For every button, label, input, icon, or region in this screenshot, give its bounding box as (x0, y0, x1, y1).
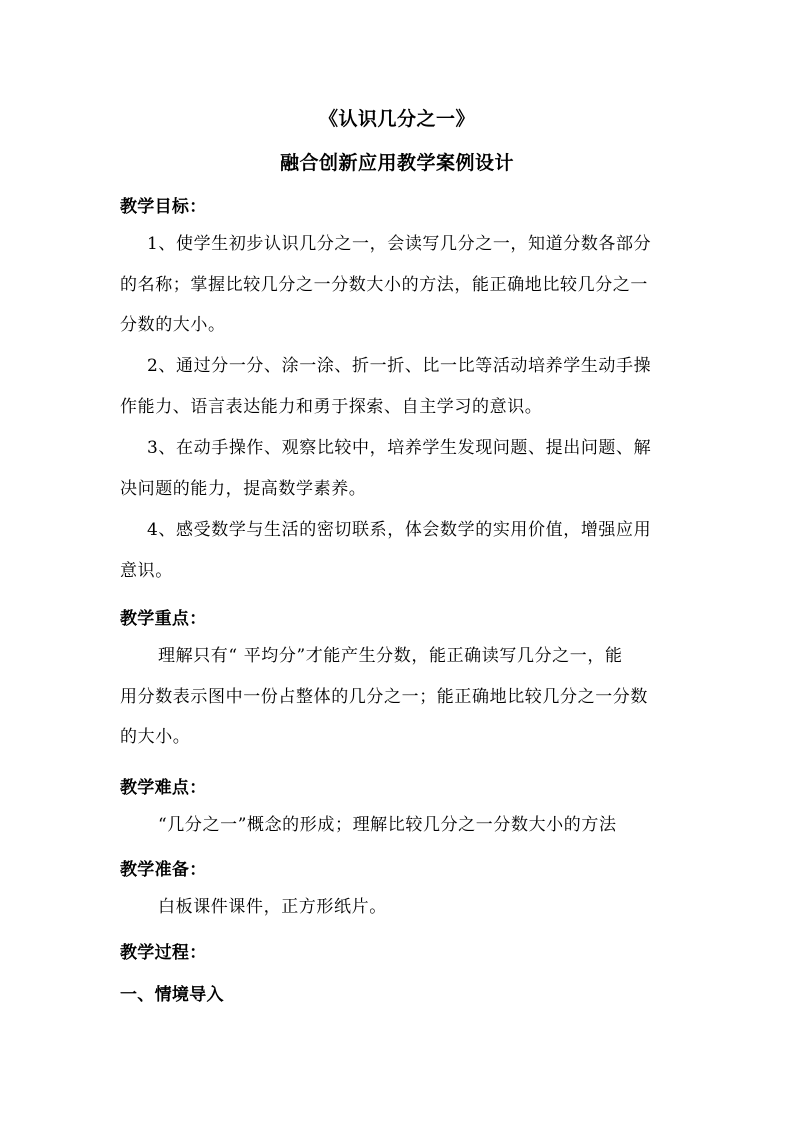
paragraph-line: 4、感受数学与生活的密切联系，体会数学的实用价值，增强应用 (147, 520, 652, 540)
section-heading-1: 一、情境导入 (120, 985, 224, 1005)
process-heading: 教学过程： (120, 943, 207, 963)
paragraph-line: 决问题的能力，提高数学素养。 (120, 478, 367, 499)
paragraph-line: 意识。 (120, 560, 173, 581)
paragraph-line: 的名称；掌握比较几分之一分数大小的方法，能正确地比较几分之一 (120, 274, 648, 295)
paragraph-line: 白板课件课件，正方形纸片。 (158, 897, 387, 917)
objective-item-2 (120, 346, 680, 427)
paragraph-line: 分数的大小。 (120, 315, 226, 335)
preparation-paragraph (120, 887, 680, 928)
objective-item-1 (120, 224, 680, 346)
paragraph-line: 的大小。 (120, 727, 191, 747)
objective-item-4 (120, 510, 680, 591)
paragraph-line: 理解只有“ 平均分”才能产生分数，能正确读写几分之一，能 (158, 646, 623, 666)
objective-item-3 (120, 428, 680, 509)
preparation-heading: 教学准备： (120, 860, 207, 880)
paragraph-line: “几分之一”概念的形成；理解比较几分之一分数大小的方法 (158, 815, 617, 835)
key-points-heading: 教学重点： (120, 609, 207, 629)
paragraph-line: 1、使学生初步认识几分之一，会读写几分之一，知道分数各部分 (147, 234, 652, 254)
difficulties-paragraph (120, 805, 680, 846)
paragraph-line: 3、在动手操作、观察比较中，培养学生发现问题、提出问题、解 (147, 438, 652, 458)
difficulties-heading: 教学难点： (120, 778, 207, 798)
document-subtitle: 融合创新应用教学案例设计 (279, 152, 514, 174)
objectives-heading: 教学目标： (120, 197, 207, 217)
paragraph-line: 作能力、语言表达能力和勇于探索、自主学习的意识。 (120, 396, 543, 417)
document-title: 《认识几分之一》 (318, 108, 475, 130)
key-points-paragraph (120, 636, 680, 758)
paragraph-line: 用分数表示图中一份占整体的几分之一；能正确地比较几分之一分数 (120, 686, 648, 707)
paragraph-line: 2、通过分一分、涂一涂、折一折、比一比等活动培养学生动手操 (147, 356, 652, 376)
